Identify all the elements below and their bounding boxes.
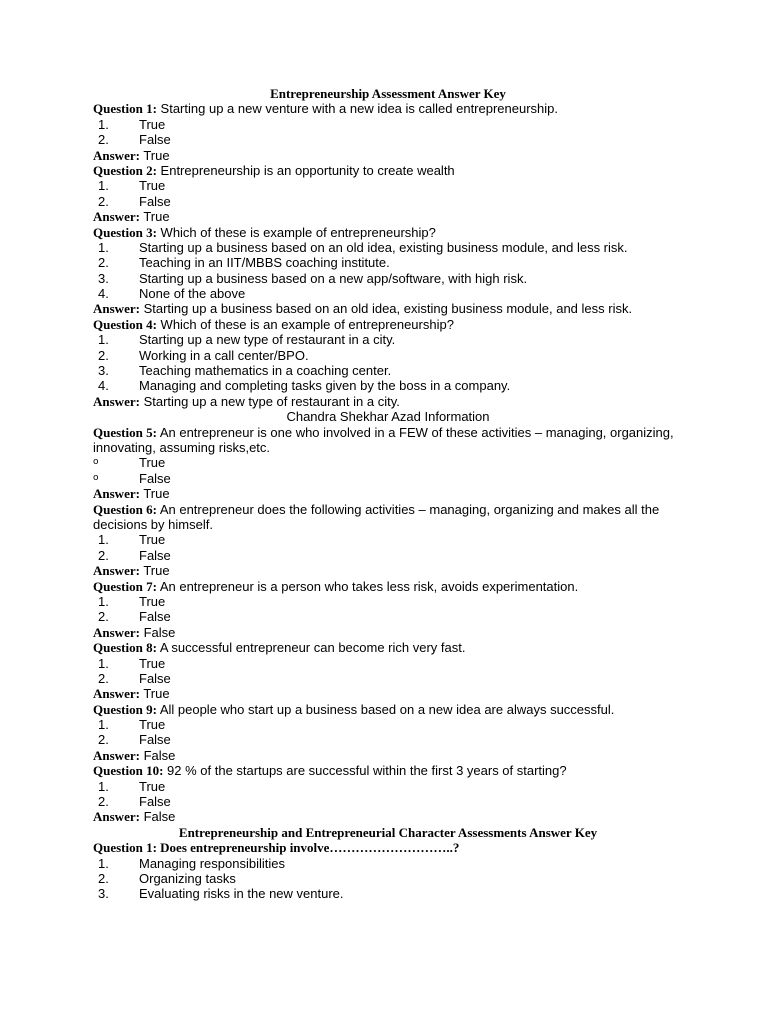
question-6 bbox=[93, 502, 683, 533]
question-4 bbox=[93, 317, 683, 332]
question-label: Question 3: bbox=[93, 224, 157, 240]
option: 1. True bbox=[98, 593, 166, 609]
option: 2. Organizing tasks bbox=[98, 871, 236, 886]
option: 1. True bbox=[98, 532, 166, 548]
option: 1. True bbox=[98, 178, 166, 194]
answer: Answer: True bbox=[93, 209, 170, 225]
question-label: Question 4: bbox=[93, 316, 157, 332]
option: 2. False bbox=[98, 547, 171, 563]
question-text: All people who start up a business based on a new idea are always successful. bbox=[159, 701, 615, 717]
answer: Answer: Starting up a new type of restaurant in a city. bbox=[93, 393, 400, 409]
option: 4. None of the above bbox=[98, 286, 246, 302]
option: 1. True bbox=[98, 655, 166, 671]
question-label: Question 2: bbox=[93, 162, 157, 178]
option: 2. False bbox=[98, 732, 171, 748]
question-5 bbox=[93, 425, 683, 456]
question-text: Entrepreneurship is an opportunity to create wealth bbox=[160, 162, 455, 178]
option: o False bbox=[93, 470, 171, 486]
center-note: Chandra Shekhar Azad Information bbox=[286, 409, 490, 425]
question-text: A successful entrepreneur can become rich very fast. bbox=[159, 640, 466, 656]
question-text: An entrepreneur does the following activities – managing, organizing and makes all the decisions by himself. bbox=[93, 501, 660, 532]
question-label: Question 9: bbox=[93, 701, 157, 717]
answer: Answer: False bbox=[93, 747, 176, 763]
option: 1. Starting up a new type of restaurant in a city. bbox=[98, 332, 396, 348]
document-page bbox=[93, 86, 683, 902]
option: 1. True bbox=[98, 116, 166, 132]
section-title: Entrepreneurship and Entrepreneurial Character Assessments Answer Key bbox=[178, 824, 598, 840]
document-title: Entrepreneurship Assessment Answer Key bbox=[270, 86, 506, 101]
question-label: Question 8: bbox=[93, 640, 157, 656]
question-label: Question 10: bbox=[93, 763, 164, 779]
question-10 bbox=[93, 763, 683, 778]
question-text: 92 % of the startups are successful within the first 3 years of starting? bbox=[167, 763, 567, 779]
option: 2. False bbox=[98, 670, 171, 686]
answer: Answer: Starting up a business based on an old idea, existing business module, and less risk. bbox=[93, 301, 633, 317]
question-1 bbox=[93, 101, 683, 116]
question-text: An entrepreneur is one who involved in a FEW of these activities – managing, organizing, innovating, assuming risks,etc. bbox=[93, 424, 674, 456]
question-7 bbox=[93, 579, 683, 594]
answer: Answer: False bbox=[93, 624, 176, 640]
option: 1. True bbox=[98, 717, 166, 733]
option: 1. Managing responsibilities bbox=[98, 855, 285, 871]
question-3 bbox=[93, 225, 683, 240]
question-8 bbox=[93, 640, 683, 655]
answer: Answer: True bbox=[93, 563, 170, 579]
answer: Answer: False bbox=[93, 809, 176, 825]
option: 2. False bbox=[98, 132, 171, 148]
option: 3. Evaluating risks in the new venture. bbox=[98, 886, 344, 902]
option: 3. Starting up a business based on a new app/software, with high risk. bbox=[98, 270, 528, 286]
question-2 bbox=[93, 163, 683, 178]
question-text: Which of these is an example of entrepreneurship? bbox=[160, 316, 454, 332]
question-9 bbox=[93, 702, 683, 717]
option: 2. Teaching in an IIT/MBBS coaching institute. bbox=[98, 255, 390, 271]
option: 1. Starting up a business based on an old idea, existing business module, and less risk. bbox=[98, 239, 628, 255]
answer: Answer: True bbox=[93, 686, 170, 702]
option: 2. False bbox=[98, 794, 171, 810]
section2-question-1: Question 1: Does entrepreneurship involve………………………..? bbox=[93, 840, 460, 856]
option: 2. False bbox=[98, 609, 171, 625]
question-label: Question 1: bbox=[93, 101, 157, 117]
answer: Answer: True bbox=[93, 486, 170, 502]
question-label: Question 5: bbox=[93, 424, 157, 440]
question-text: An entrepreneur is a person who takes less risk, avoids experimentation. bbox=[159, 578, 579, 594]
question-label: Question 7: bbox=[93, 578, 157, 594]
option: 3. Teaching mathematics in a coaching center. bbox=[98, 363, 392, 379]
question-label: Question 6: bbox=[93, 501, 157, 517]
option: 2. False bbox=[98, 193, 171, 209]
answer: Answer: True bbox=[93, 147, 170, 163]
option: 1. True bbox=[98, 778, 166, 794]
option: 2. Working in a call center/BPO. bbox=[98, 347, 309, 363]
question-text: Starting up a new venture with a new idea is called entrepreneurship. bbox=[160, 101, 559, 117]
option: o True bbox=[93, 455, 166, 471]
option: 4. Managing and completing tasks given by the boss in a company. bbox=[98, 378, 511, 394]
question-text: Which of these is example of entrepreneurship? bbox=[160, 224, 436, 240]
